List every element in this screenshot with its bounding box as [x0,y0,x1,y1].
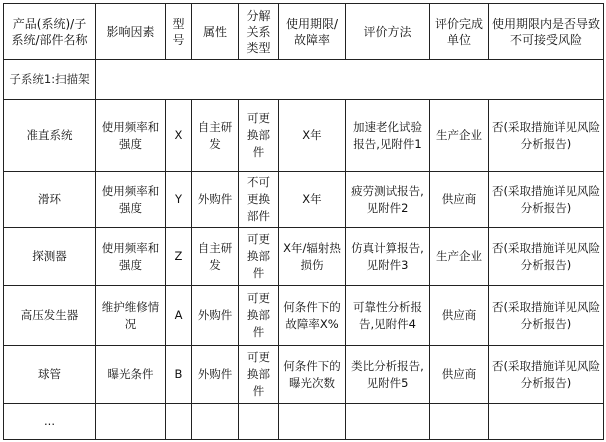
cell-life: X年/辐射热损伤 [279,228,346,286]
empty-cell [346,404,430,440]
cell-risk: 否(采取措施详见风险分析报告) [489,228,604,286]
cell-decomp: 可更换部件 [239,228,279,286]
header-method: 评价方法 [346,4,430,60]
cell-decomp: 可更换部件 [239,346,279,404]
cell-life: 何条件下的故障率X% [279,286,346,346]
header-product: 产品(系统)/子系统/部件名称 [4,4,96,60]
cell-model: B [166,346,192,404]
cell-attribute: 外购件 [192,172,239,228]
cell-unit: 供应商 [430,172,489,228]
cell-unit: 生产企业 [430,100,489,172]
cell-method: 加速老化试验报告,见附件1 [346,100,430,172]
header-row [4,4,604,60]
subsystem-label: 子系统1:扫描架 [4,60,96,100]
cell-model: Y [166,172,192,228]
empty-cell [96,404,166,440]
cell-model: Z [166,228,192,286]
cell-unit: 生产企业 [430,228,489,286]
empty-cell [489,404,604,440]
header-factors: 影响因素 [96,4,166,60]
cell-name: 高压发生器 [4,286,96,346]
life-evaluation-table [3,3,604,440]
ellipsis-cell: ... [4,404,96,440]
table-row [4,228,604,286]
cell-life: X年 [279,172,346,228]
empty-cell [279,404,346,440]
cell-risk: 否(采取措施详见风险分析报告) [489,100,604,172]
header-risk: 使用期限内是否导致不可接受风险 [489,4,604,60]
cell-factors: 维护维修情况 [96,286,166,346]
cell-attribute: 外购件 [192,286,239,346]
cell-decomp: 可更换部件 [239,286,279,346]
cell-factors: 使用频率和强度 [96,228,166,286]
cell-name: 准直系统 [4,100,96,172]
cell-unit: 供应商 [430,346,489,404]
cell-risk: 否(采取措施详见风险分析报告) [489,286,604,346]
cell-decomp: 不可更换部件 [239,172,279,228]
cell-name: 探测器 [4,228,96,286]
cell-risk: 否(采取措施详见风险分析报告) [489,346,604,404]
table-row [4,346,604,404]
header-attribute: 属性 [192,4,239,60]
cell-name: 滑环 [4,172,96,228]
cell-attribute: 自主研发 [192,100,239,172]
header-model: 型号 [166,4,192,60]
cell-name: 球管 [4,346,96,404]
cell-factors: 使用频率和强度 [96,100,166,172]
cell-model: A [166,286,192,346]
cell-model: X [166,100,192,172]
empty-cell [192,404,239,440]
cell-method: 疲劳测试报告,见附件2 [346,172,430,228]
header-unit: 评价完成单位 [430,4,489,60]
table-row [4,172,604,228]
cell-method: 仿真计算报告,见附件3 [346,228,430,286]
cell-factors: 使用频率和强度 [96,172,166,228]
empty-cell [430,404,489,440]
empty-cell [166,404,192,440]
cell-unit: 供应商 [430,286,489,346]
table-row [4,100,604,172]
cell-life: 何条件下的曝光次数 [279,346,346,404]
cell-factors: 曝光条件 [96,346,166,404]
cell-decomp: 可更换部件 [239,100,279,172]
subsystem-empty [96,60,604,100]
cell-method: 类比分析报告,见附件5 [346,346,430,404]
empty-cell [239,404,279,440]
ellipsis-row [4,404,604,440]
cell-risk: 否(采取措施详见风险分析报告) [489,172,604,228]
cell-life: X年 [279,100,346,172]
header-decomp: 分解关系类型 [239,4,279,60]
cell-attribute: 自主研发 [192,228,239,286]
cell-attribute: 外购件 [192,346,239,404]
cell-method: 可靠性分析报告,见附件4 [346,286,430,346]
header-life: 使用期限/故障率 [279,4,346,60]
subsystem-row [4,60,604,100]
table-row [4,286,604,346]
